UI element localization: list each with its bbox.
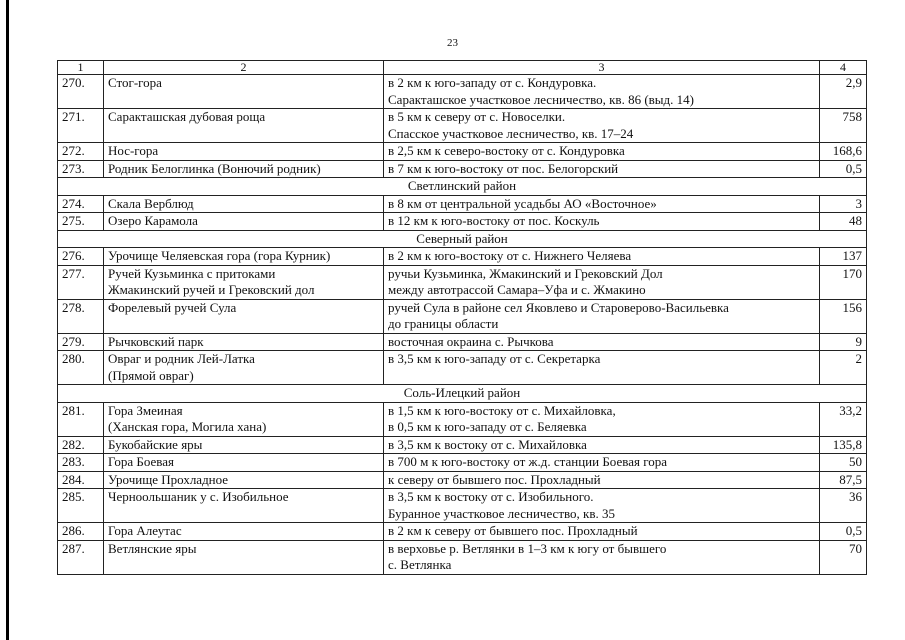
site-name-cell xyxy=(104,489,384,523)
site-name-cell xyxy=(104,436,384,454)
row-number: 287. xyxy=(58,540,104,574)
column-header-3: 3 xyxy=(384,61,820,75)
site-name-line: Стог-гора xyxy=(108,75,162,90)
location-cell xyxy=(384,523,820,541)
row-number: 278. xyxy=(58,299,104,333)
row-number: 277. xyxy=(58,265,104,299)
row-number: 274. xyxy=(58,195,104,213)
site-name-line: Овраг и родник Лей-Латка xyxy=(108,351,255,366)
site-name-cell xyxy=(104,333,384,351)
area-value: 2 xyxy=(820,351,867,385)
location-line: с. Ветлянка xyxy=(388,557,452,572)
row-number: 270. xyxy=(58,75,104,109)
location-cell xyxy=(384,75,820,109)
site-name-line: Гора Алеутас xyxy=(108,523,182,538)
area-value: 87,5 xyxy=(820,471,867,489)
location-line: ручьи Кузьминка, Жмакинский и Грековский Дол xyxy=(388,265,663,281)
district-title: Северный район xyxy=(58,230,867,248)
district-heading-row xyxy=(58,385,867,403)
location-cell xyxy=(384,109,820,143)
area-value: 50 xyxy=(820,454,867,472)
row-number: 275. xyxy=(58,213,104,231)
location-line: в 7 км к юго-востоку от пос. Белогорский xyxy=(388,160,619,176)
table-row xyxy=(58,333,867,351)
row-number: 279. xyxy=(58,333,104,351)
table-row xyxy=(58,195,867,213)
area-value: 135,8 xyxy=(820,436,867,454)
location-cell xyxy=(384,195,820,213)
area-value: 70 xyxy=(820,540,867,574)
location-line: в 2 км к северу от бывшего пос. Прохладный xyxy=(388,523,638,538)
location-line: в 0,5 км к юго-западу от с. Беляевка xyxy=(388,419,587,434)
location-line: восточная окраина с. Рычкова xyxy=(388,333,554,349)
location-line: в 2,5 км к северо-востоку от с. Кондуровка xyxy=(388,143,625,158)
location-cell xyxy=(384,299,820,333)
page-number: 23 xyxy=(447,37,458,49)
area-value: 170 xyxy=(820,265,867,299)
site-name-line: Рычковский парк xyxy=(108,333,204,349)
location-line: в 3,5 км к востоку от с. Изобильного. xyxy=(388,489,594,504)
site-name-cell xyxy=(104,299,384,333)
area-value: 33,2 xyxy=(820,402,867,436)
site-name-line: Черноольшаник у с. Изобильное xyxy=(108,489,289,504)
site-name-line: Нос-гора xyxy=(108,143,159,158)
table-row xyxy=(58,160,867,178)
location-line: в 1,5 км к юго-востоку от с. Михайловка, xyxy=(388,402,616,418)
site-name-cell xyxy=(104,265,384,299)
location-cell xyxy=(384,265,820,299)
location-line: в 3,5 км к востоку от с. Михайловка xyxy=(388,436,587,452)
district-title: Светлинский район xyxy=(58,178,867,196)
area-value: 9 xyxy=(820,333,867,351)
table-header-row xyxy=(58,61,867,75)
site-name-line: Скала Верблюд xyxy=(108,195,194,211)
site-name-cell xyxy=(104,248,384,266)
table-body xyxy=(58,61,867,575)
site-name-line: Гора Змеиная xyxy=(108,402,183,418)
area-value: 3 xyxy=(820,195,867,213)
site-name-cell xyxy=(104,523,384,541)
row-number: 286. xyxy=(58,523,104,541)
table-row xyxy=(58,436,867,454)
column-header-1: 1 xyxy=(58,61,104,75)
area-value: 156 xyxy=(820,299,867,333)
row-number: 271. xyxy=(58,109,104,143)
location-line: в 8 км от центральной усадьбы АО «Восточное» xyxy=(388,195,657,211)
table-row xyxy=(58,471,867,489)
area-value: 2,9 xyxy=(820,75,867,109)
location-cell xyxy=(384,489,820,523)
location-line: в 2 км к юго-западу от с. Кондуровка. xyxy=(388,75,597,90)
area-value: 137 xyxy=(820,248,867,266)
location-line: в 2 км к юго-востоку от с. Нижнего Челяева xyxy=(388,248,632,263)
table-row xyxy=(58,143,867,161)
row-number: 272. xyxy=(58,143,104,161)
row-number: 282. xyxy=(58,436,104,454)
site-name-line: Саракташская дубовая роща xyxy=(108,109,266,124)
site-name-line: Жмакинский ручей и Грековский дол xyxy=(108,282,315,297)
site-name-line: Ручей Кузьминка с притоками xyxy=(108,265,276,281)
site-name-cell xyxy=(104,75,384,109)
site-name-line: Озеро Карамола xyxy=(108,213,198,228)
site-name-line: Ветлянские яры xyxy=(108,540,197,556)
location-line: Буранное участковое лесничество, кв. 35 xyxy=(388,505,615,521)
row-number: 281. xyxy=(58,402,104,436)
location-cell xyxy=(384,436,820,454)
column-header-4: 4 xyxy=(820,61,867,75)
site-name-cell xyxy=(104,195,384,213)
location-line: в верховье р. Ветлянки в 1–3 км к югу от бывшего xyxy=(388,540,667,556)
site-name-line: Родник Белоглинка (Вонючий родник) xyxy=(108,160,321,176)
district-title: Соль-Илецкий район xyxy=(58,385,867,403)
location-line: до границы области xyxy=(388,316,499,331)
table-row xyxy=(58,109,867,143)
location-line: в 700 м к юго-востоку от ж.д. станции Боевая гора xyxy=(388,454,667,469)
table-row xyxy=(58,454,867,472)
site-name-cell xyxy=(104,402,384,436)
row-number: 285. xyxy=(58,489,104,523)
site-name-line: Букобайские яры xyxy=(108,436,203,452)
location-cell xyxy=(384,213,820,231)
area-value: 48 xyxy=(820,213,867,231)
table-row xyxy=(58,265,867,299)
location-line: между автотрассой Самара–Уфа и с. Жмакино xyxy=(388,282,646,297)
location-line: в 3,5 км к юго-западу от с. Секретарка xyxy=(388,351,601,366)
table-row xyxy=(58,248,867,266)
row-number: 276. xyxy=(58,248,104,266)
location-cell xyxy=(384,248,820,266)
site-name-cell xyxy=(104,540,384,574)
table-row xyxy=(58,540,867,574)
site-name-cell xyxy=(104,160,384,178)
site-name-line: Гора Боевая xyxy=(108,454,175,469)
location-line: в 12 км к юго-востоку от пос. Коскуль xyxy=(388,213,600,228)
binding-edge xyxy=(6,0,9,640)
row-number: 280. xyxy=(58,351,104,385)
site-name-line: Урочище Челяевская гора (гора Курник) xyxy=(108,248,331,263)
site-name-cell xyxy=(104,471,384,489)
location-cell xyxy=(384,540,820,574)
table-row xyxy=(58,351,867,385)
row-number: 284. xyxy=(58,471,104,489)
area-value: 0,5 xyxy=(820,523,867,541)
site-name-line: (Ханская гора, Могила хана) xyxy=(108,419,267,434)
location-line: к северу от бывшего пос. Прохладный xyxy=(388,471,601,487)
table-row xyxy=(58,489,867,523)
location-cell xyxy=(384,402,820,436)
area-value: 168,6 xyxy=(820,143,867,161)
protected-areas-table xyxy=(57,60,867,575)
location-line: Спасское участковое лесничество, кв. 17–24 xyxy=(388,125,634,141)
location-line: в 5 км к северу от с. Новоселки. xyxy=(388,109,566,124)
site-name-line: Форелевый ручей Сула xyxy=(108,299,237,315)
location-cell xyxy=(384,143,820,161)
site-name-line: Урочище Прохладное xyxy=(108,471,229,487)
table-row xyxy=(58,75,867,109)
site-name-cell xyxy=(104,213,384,231)
site-name-line: (Прямой овраг) xyxy=(108,367,194,383)
location-cell xyxy=(384,471,820,489)
area-value: 758 xyxy=(820,109,867,143)
location-line: Саракташское участковое лесничество, кв. 86 (выд. 14) xyxy=(388,91,694,107)
location-line: ручей Сула в районе сел Яковлево и Староверово-Васильевка xyxy=(388,299,729,315)
table-row xyxy=(58,213,867,231)
row-number: 283. xyxy=(58,454,104,472)
district-heading-row xyxy=(58,230,867,248)
column-header-2: 2 xyxy=(104,61,384,75)
site-name-cell xyxy=(104,454,384,472)
row-number: 273. xyxy=(58,160,104,178)
table-row xyxy=(58,523,867,541)
location-cell xyxy=(384,333,820,351)
area-value: 0,5 xyxy=(820,160,867,178)
site-name-cell xyxy=(104,143,384,161)
site-name-cell xyxy=(104,109,384,143)
location-cell xyxy=(384,160,820,178)
table-row xyxy=(58,299,867,333)
location-cell xyxy=(384,351,820,385)
site-name-cell xyxy=(104,351,384,385)
area-value: 36 xyxy=(820,489,867,523)
location-cell xyxy=(384,454,820,472)
table-row xyxy=(58,402,867,436)
district-heading-row xyxy=(58,178,867,196)
